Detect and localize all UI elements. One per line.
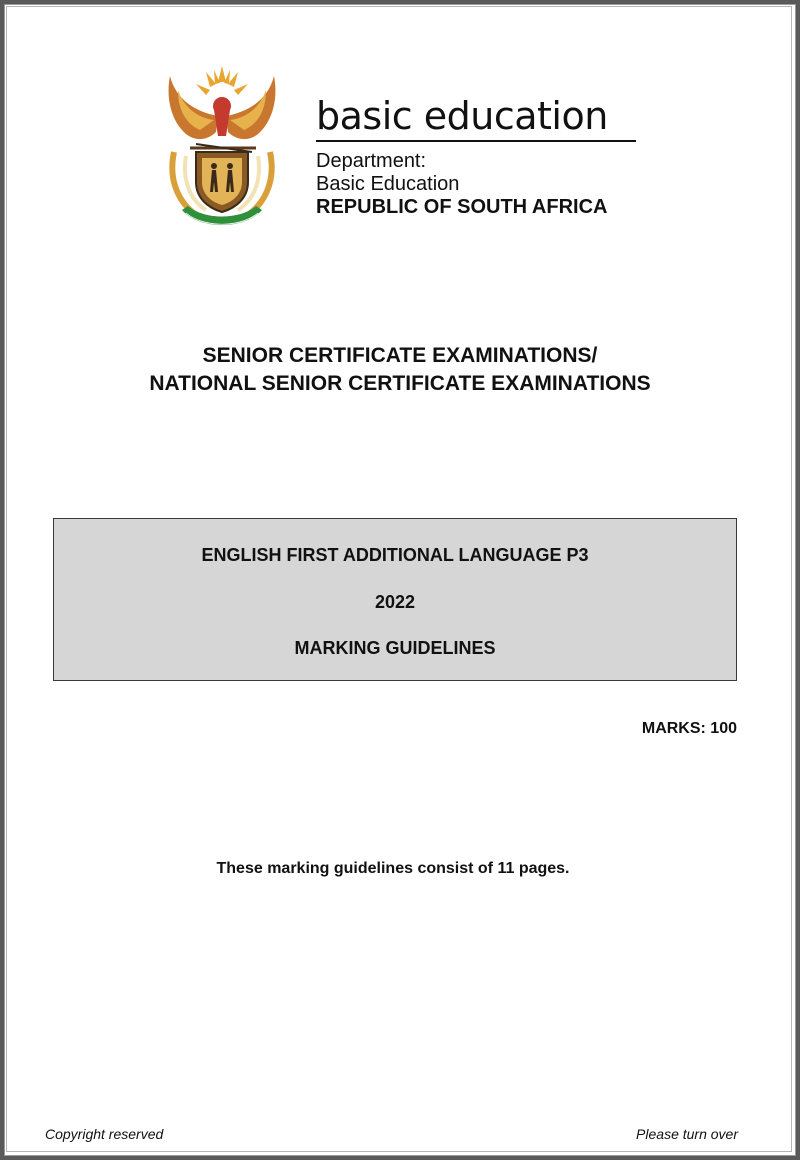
total-marks: MARKS: 100 <box>641 720 737 737</box>
exam-title-line-1: SENIOR CERTIFICATE EXAMINATIONS/ <box>202 344 598 367</box>
document-type: MARKING GUIDELINES <box>294 638 496 658</box>
subject-title: ENGLISH FIRST ADDITIONAL LANGUAGE P3 <box>201 545 589 565</box>
department-name: Basic Education <box>316 173 460 195</box>
subject-box <box>53 518 737 681</box>
footer-copyright: Copyright reserved <box>45 1126 164 1142</box>
page-count-note: These marking guidelines consist of 11 pages. <box>216 860 570 877</box>
department-label: Department: <box>316 150 427 172</box>
coat-of-arms-icon <box>156 60 288 232</box>
exam-year: 2022 <box>374 592 416 612</box>
brand-underline <box>316 140 636 142</box>
brand-title: basic education <box>316 94 608 138</box>
country-name: REPUBLIC OF SOUTH AFRICA <box>316 196 608 218</box>
footer-turn-over: Please turn over <box>636 1126 738 1142</box>
exam-title-line-2: NATIONAL SENIOR CERTIFICATE EXAMINATIONS <box>149 372 651 395</box>
